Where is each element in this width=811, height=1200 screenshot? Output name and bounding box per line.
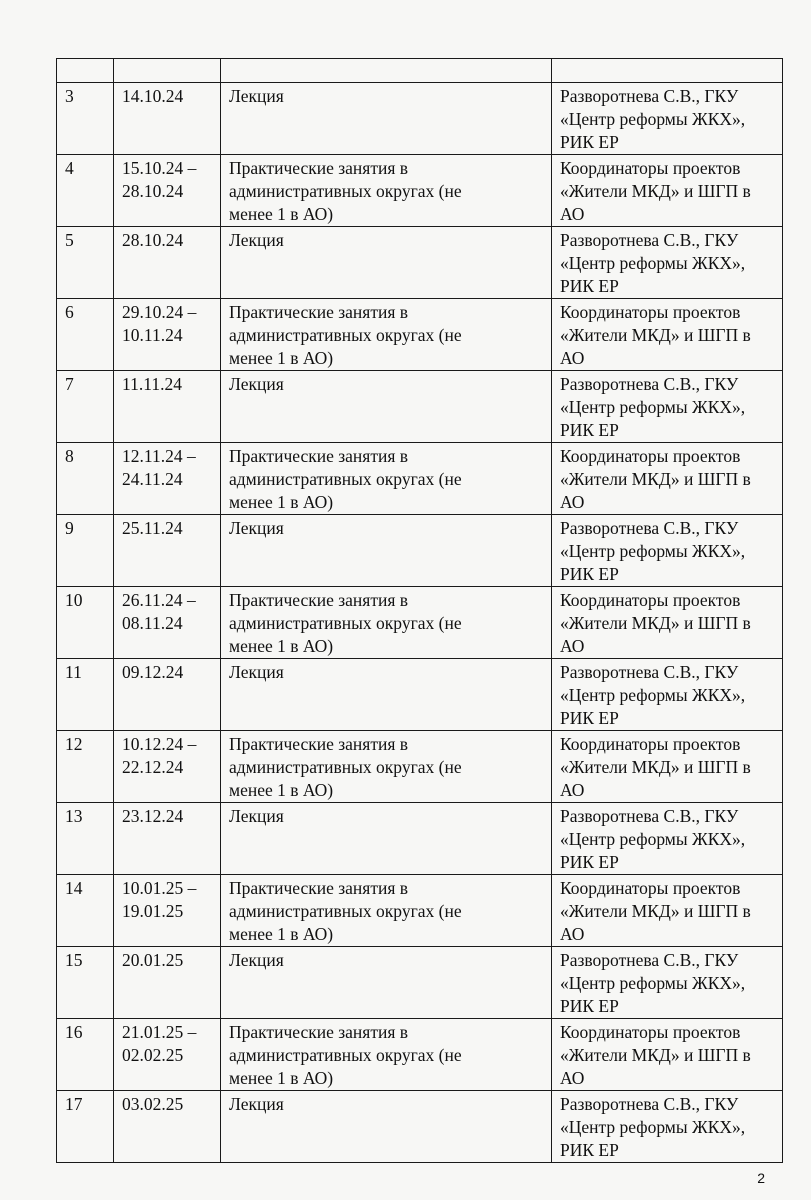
- date-cell: [114, 227, 221, 299]
- row-date: 09.12.24: [122, 662, 184, 682]
- row-number-cell: [57, 299, 114, 371]
- table-row: [57, 731, 783, 803]
- row-event: Практические занятия в административных округах (не менее 1 в АО): [229, 158, 462, 224]
- row-number: 16: [65, 1022, 83, 1042]
- table-row: [57, 1019, 783, 1091]
- row-number: 8: [65, 446, 74, 466]
- row-number-cell: [57, 515, 114, 587]
- event-cell: [221, 875, 552, 947]
- event-cell: [221, 299, 552, 371]
- row-responsible: Координаторы проектов «Жители МКД» и ШГП в АО: [560, 590, 751, 656]
- row-number-cell: [57, 659, 114, 731]
- event-cell: [221, 83, 552, 155]
- event-cell: [221, 659, 552, 731]
- responsible-cell: [552, 731, 783, 803]
- row-responsible: Координаторы проектов «Жители МКД» и ШГП в АО: [560, 158, 751, 224]
- row-number-cell: [57, 875, 114, 947]
- row-responsible: Разворотнева С.В., ГКУ «Центр реформы ЖКХ», РИК ЕР: [560, 950, 746, 1016]
- row-number: 5: [65, 230, 74, 250]
- row-event: Лекция: [229, 1094, 284, 1114]
- date-cell: [114, 515, 221, 587]
- row-number: 14: [65, 878, 83, 898]
- event-cell: [221, 227, 552, 299]
- row-event: Лекция: [229, 230, 284, 250]
- row-number-cell: [57, 1019, 114, 1091]
- row-date: 10.12.24 – 22.12.24: [122, 734, 197, 777]
- table-row: [57, 803, 783, 875]
- event-cell: [221, 155, 552, 227]
- event-cell: [221, 515, 552, 587]
- row-number: 12: [65, 734, 83, 754]
- row-responsible: Разворотнева С.В., ГКУ «Центр реформы ЖКХ», РИК ЕР: [560, 518, 746, 584]
- row-number: 6: [65, 302, 74, 322]
- table-row: [57, 1091, 783, 1163]
- row-responsible: Разворотнева С.В., ГКУ «Центр реформы ЖКХ», РИК ЕР: [560, 662, 746, 728]
- responsible-cell: [552, 1019, 783, 1091]
- row-number: 17: [65, 1094, 83, 1114]
- responsible-cell: [552, 299, 783, 371]
- date-cell: [114, 947, 221, 1019]
- row-date: 03.02.25: [122, 1094, 184, 1114]
- row-number: 9: [65, 518, 74, 538]
- row-event: Лекция: [229, 518, 284, 538]
- date-cell: [114, 443, 221, 515]
- row-date: 12.11.24 – 24.11.24: [122, 446, 196, 489]
- table-row: [57, 587, 783, 659]
- row-number: 13: [65, 806, 83, 826]
- responsible-cell: [552, 83, 783, 155]
- row-event: Практические занятия в административных округах (не менее 1 в АО): [229, 878, 462, 944]
- responsible-cell: [552, 443, 783, 515]
- empty-cell: [552, 59, 783, 83]
- row-responsible: Координаторы проектов «Жители МКД» и ШГП в АО: [560, 878, 751, 944]
- row-number-cell: [57, 371, 114, 443]
- event-cell: [221, 731, 552, 803]
- row-event: Лекция: [229, 950, 284, 970]
- row-number-cell: [57, 155, 114, 227]
- row-responsible: Разворотнева С.В., ГКУ «Центр реформы ЖКХ», РИК ЕР: [560, 230, 746, 296]
- row-number: 3: [65, 86, 74, 106]
- page-number: 2: [757, 1170, 765, 1186]
- event-cell: [221, 587, 552, 659]
- row-responsible: Разворотнева С.В., ГКУ «Центр реформы ЖКХ», РИК ЕР: [560, 374, 746, 440]
- row-date: 21.01.25 – 02.02.25: [122, 1022, 197, 1065]
- row-date: 14.10.24: [122, 86, 184, 106]
- responsible-cell: [552, 1091, 783, 1163]
- row-event: Лекция: [229, 374, 284, 394]
- row-responsible: Координаторы проектов «Жители МКД» и ШГП в АО: [560, 1022, 751, 1088]
- date-cell: [114, 587, 221, 659]
- event-cell: [221, 1019, 552, 1091]
- date-cell: [114, 1091, 221, 1163]
- table-row: [57, 83, 783, 155]
- date-cell: [114, 299, 221, 371]
- row-responsible: Разворотнева С.В., ГКУ «Центр реформы ЖКХ», РИК ЕР: [560, 806, 746, 872]
- row-number-cell: [57, 803, 114, 875]
- row-date: 23.12.24: [122, 806, 184, 826]
- row-number-cell: [57, 227, 114, 299]
- date-cell: [114, 1019, 221, 1091]
- event-cell: [221, 443, 552, 515]
- date-cell: [114, 803, 221, 875]
- date-cell: [114, 371, 221, 443]
- date-cell: [114, 731, 221, 803]
- table-row: [57, 443, 783, 515]
- row-responsible: Разворотнева С.В., ГКУ «Центр реформы ЖКХ», РИК ЕР: [560, 1094, 746, 1160]
- date-cell: [114, 83, 221, 155]
- row-number: 15: [65, 950, 83, 970]
- row-date: 20.01.25: [122, 950, 184, 970]
- row-responsible: Координаторы проектов «Жители МКД» и ШГП в АО: [560, 734, 751, 800]
- row-number: 7: [65, 374, 74, 394]
- row-number-cell: [57, 83, 114, 155]
- empty-cell: [57, 59, 114, 83]
- responsible-cell: [552, 515, 783, 587]
- row-date: 29.10.24 – 10.11.24: [122, 302, 197, 345]
- row-responsible: Разворотнева С.В., ГКУ «Центр реформы ЖКХ», РИК ЕР: [560, 86, 746, 152]
- table-row: [57, 155, 783, 227]
- table-row: [57, 875, 783, 947]
- row-number-cell: [57, 443, 114, 515]
- row-number-cell: [57, 947, 114, 1019]
- date-cell: [114, 875, 221, 947]
- row-event: Практические занятия в административных округах (не менее 1 в АО): [229, 1022, 462, 1088]
- table-row: [57, 947, 783, 1019]
- event-cell: [221, 371, 552, 443]
- row-number-cell: [57, 731, 114, 803]
- row-responsible: Координаторы проектов «Жители МКД» и ШГП в АО: [560, 446, 751, 512]
- table-row: [57, 299, 783, 371]
- table-header-row: [57, 59, 783, 83]
- row-number-cell: [57, 587, 114, 659]
- row-date: 25.11.24: [122, 518, 183, 538]
- empty-cell: [114, 59, 221, 83]
- row-event: Лекция: [229, 662, 284, 682]
- row-event: Практические занятия в административных округах (не менее 1 в АО): [229, 734, 462, 800]
- row-date: 10.01.25 – 19.01.25: [122, 878, 197, 921]
- table-row: [57, 515, 783, 587]
- row-event: Практические занятия в административных округах (не менее 1 в АО): [229, 590, 462, 656]
- event-cell: [221, 947, 552, 1019]
- row-event: Практические занятия в административных округах (не менее 1 в АО): [229, 446, 462, 512]
- responsible-cell: [552, 803, 783, 875]
- event-cell: [221, 803, 552, 875]
- table-row: [57, 227, 783, 299]
- responsible-cell: [552, 371, 783, 443]
- responsible-cell: [552, 947, 783, 1019]
- row-responsible: Координаторы проектов «Жители МКД» и ШГП в АО: [560, 302, 751, 368]
- responsible-cell: [552, 587, 783, 659]
- empty-cell: [221, 59, 552, 83]
- row-number-cell: [57, 1091, 114, 1163]
- responsible-cell: [552, 227, 783, 299]
- responsible-cell: [552, 155, 783, 227]
- schedule-table: [56, 58, 783, 1163]
- responsible-cell: [552, 875, 783, 947]
- table-row: [57, 659, 783, 731]
- row-event: Практические занятия в административных округах (не менее 1 в АО): [229, 302, 462, 368]
- responsible-cell: [552, 659, 783, 731]
- date-cell: [114, 155, 221, 227]
- row-event: Лекция: [229, 806, 284, 826]
- table-row: [57, 371, 783, 443]
- row-event: Лекция: [229, 86, 284, 106]
- row-number: 4: [65, 158, 74, 178]
- row-number: 10: [65, 590, 83, 610]
- row-date: 15.10.24 – 28.10.24: [122, 158, 197, 201]
- event-cell: [221, 1091, 552, 1163]
- row-date: 11.11.24: [122, 374, 182, 394]
- row-date: 26.11.24 – 08.11.24: [122, 590, 196, 633]
- row-date: 28.10.24: [122, 230, 184, 250]
- row-number: 11: [65, 662, 82, 682]
- date-cell: [114, 659, 221, 731]
